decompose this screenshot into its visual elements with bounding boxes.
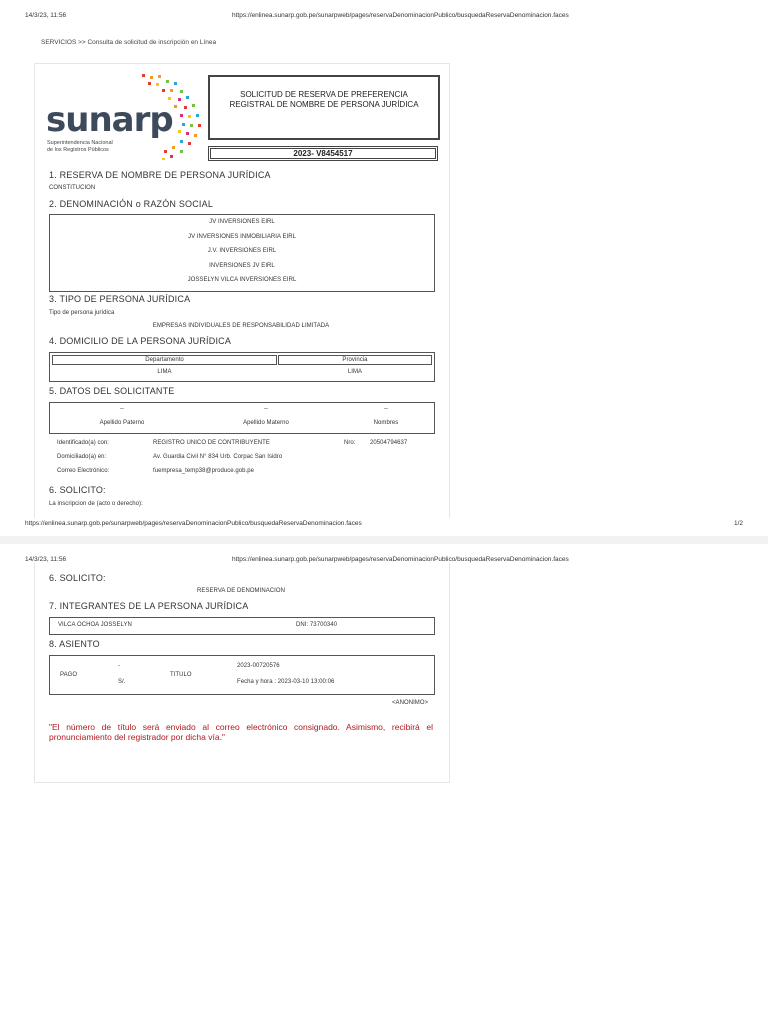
maternal-surname-label: Apellido Materno	[243, 420, 289, 426]
province-label: Provincia	[342, 357, 368, 363]
name-option-4: INVERSIONES JV EIRL	[209, 263, 275, 269]
print-url: https://enlinea.sunarp.gob.pe/sunarpweb/pages/reservaDenominacionPublico/busquedaReservaDenominacion.faces	[232, 12, 569, 19]
notice-text: "El número de título será enviado al correo electrónico consignado. Asimismo, recibirá el pronunciamiento del registrador por dicha vía."	[49, 722, 433, 742]
sunarp-logo	[46, 70, 206, 160]
logo-subtitle-1: Superintendencia Nacional	[47, 140, 113, 146]
page-number: 1/2	[734, 520, 744, 527]
currency-label: S/.	[118, 679, 126, 685]
id-number-label: Nro:	[344, 440, 356, 446]
province-value: LIMA	[347, 369, 363, 375]
email-label: Correo Electrónico:	[57, 468, 110, 474]
section-5-title: 5. DATOS DEL SOLICITANTE	[49, 386, 175, 396]
department-label: Departamento	[145, 357, 184, 363]
legal-type-label: Tipo de persona jurídica	[49, 310, 115, 316]
breadcrumb: SERVICIOS >> Consulta de solicitud de inscripción en Línea	[41, 39, 217, 46]
anonymous-tag: <ANONIMO>	[392, 700, 429, 706]
identified-value: REGISTRO UNICO DE CONTRIBUYENTE	[153, 440, 270, 446]
domicile-value: Av. Guardia Civil N° 834 Urb. Corpac San Isidro	[153, 454, 283, 460]
submission-datetime: Fecha y hora : 2023-03-10 13:00:06	[237, 679, 335, 685]
print-timestamp-2: 14/3/23, 11:56	[25, 556, 67, 563]
section-1-title: 1. RESERVA DE NOMBRE DE PERSONA JURÍDICA	[49, 170, 271, 180]
member-dni: DNI: 73700340	[296, 622, 338, 628]
section-7-title: 7. INTEGRANTES DE LA PERSONA JURÍDICA	[49, 601, 249, 611]
address-box	[49, 352, 435, 382]
email-value: fuempresa_temp38@produce.gob.pe	[153, 468, 255, 474]
maternal-surname-value: --	[263, 406, 269, 412]
request-number: 2023- V8454517	[293, 149, 353, 158]
request-number-box	[208, 146, 438, 161]
title-number: 2023-00720576	[237, 663, 280, 669]
section-4-title: 4. DOMICILIO DE LA PERSONA JURÍDICA	[49, 336, 232, 346]
province-header	[278, 355, 432, 365]
id-number-value: 20504794637	[370, 440, 408, 446]
name-option-5: JOSSELYN VILCA INVERSIONES EIRL	[187, 277, 297, 283]
section-1-value: CONSTITUCION	[49, 185, 96, 191]
print-timestamp: 14/3/23, 11:56	[25, 12, 67, 19]
department-header	[52, 355, 277, 365]
name-option-2: JV INVERSIONES INMOBILIARIA EIRL	[188, 234, 296, 240]
name-option-3: J.V. INVERSIONES EIRL	[207, 248, 277, 254]
logo-subtitle-2: de los Registros Públicos	[47, 147, 109, 153]
domicile-label: Domiciliado(a) en:	[57, 454, 107, 460]
section-2-title: 2. DENOMINACIÓN o RAZÓN SOCIAL	[49, 199, 214, 209]
member-name: VILCA OCHOA JOSSELYN	[58, 622, 132, 628]
page-break	[0, 536, 768, 544]
members-box	[49, 617, 435, 635]
document-title-box	[208, 75, 440, 140]
request-act-value: RESERVA DE DENOMINACION	[197, 588, 285, 594]
payment-dash: -	[118, 663, 121, 669]
paternal-surname-label: Apellido Paterno	[99, 420, 145, 426]
print-url-2: https://enlinea.sunarp.gob.pe/sunarpweb/pages/reservaDenominacionPublico/busquedaReservaDenominacion.faces	[232, 556, 569, 563]
names-box	[49, 214, 435, 292]
section-6-text: La inscripcion de (acto o derecho):	[49, 501, 143, 507]
payment-label: PAGO	[60, 672, 78, 678]
first-names-value: --	[383, 406, 389, 412]
document-title: SOLICITUD DE RESERVA DE PREFERENCIA REGISTRAL DE NOMBRE DE PERSONA JURÍDICA	[229, 90, 419, 109]
first-names-label: Nombres	[373, 420, 399, 426]
title-label: TITULO	[170, 672, 192, 678]
applicant-name-box	[49, 402, 435, 434]
section-6b-title: 6. SOLICITO:	[49, 573, 106, 583]
department-value: LIMA	[157, 369, 172, 375]
identified-label: Identificado(a) con:	[57, 440, 110, 446]
legal-type-value: EMPRESAS INDIVIDUALES DE RESPONSABILIDAD LIMITADA	[152, 323, 330, 329]
section-6-title: 6. SOLICITO:	[49, 485, 106, 495]
name-option-1: JV INVERSIONES EIRL	[209, 219, 275, 225]
entry-box	[49, 655, 435, 695]
logo-wordmark: sunarp	[46, 100, 173, 140]
section-8-title: 8. ASIENTO	[49, 639, 100, 649]
footer-url: https://enlinea.sunarp.gob.pe/sunarpweb/pages/reservaDenominacionPublico/busquedaReservaDenominacion.faces	[25, 520, 362, 527]
paternal-surname-value: --	[119, 406, 125, 412]
section-3-title: 3. TIPO DE PERSONA JURÍDICA	[49, 294, 191, 304]
